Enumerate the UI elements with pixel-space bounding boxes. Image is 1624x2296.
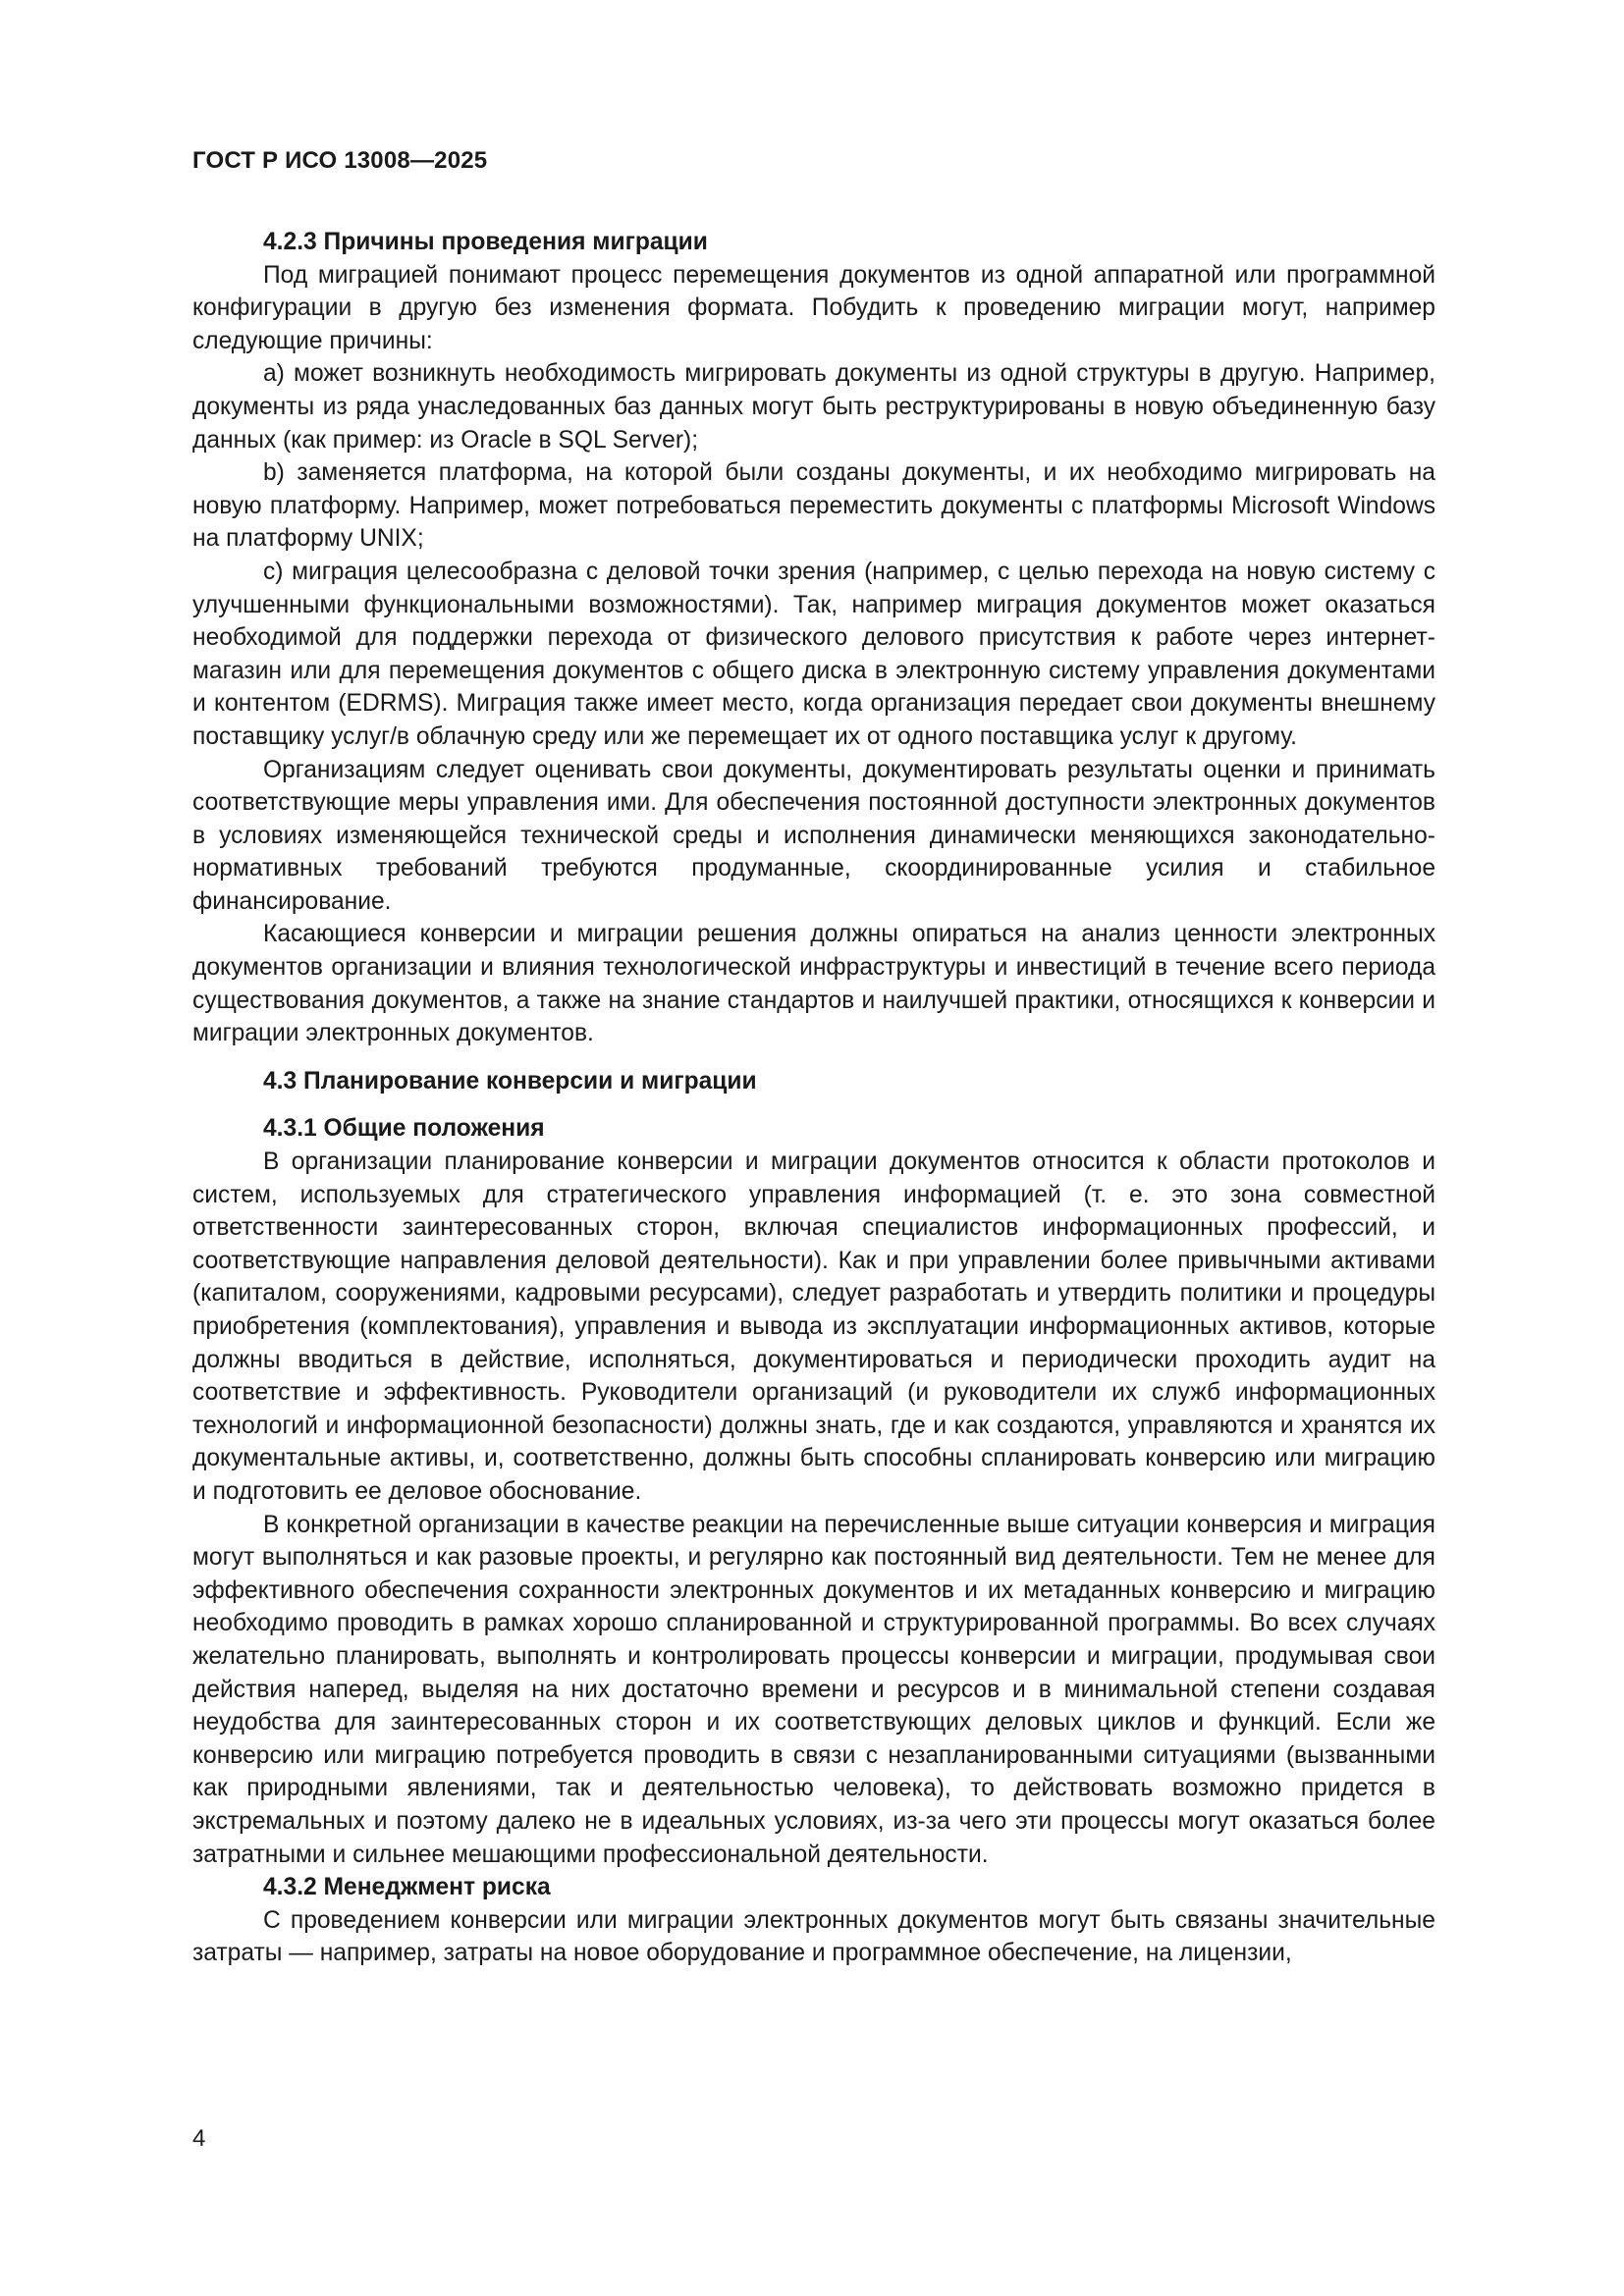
paragraph: В организации планирование конверсии и миграции документов относится к области протоколов и систем, используемых для стратегического управления информацией (т. е. это зона совместной ответственности заинтересованных сторон, включая специалистов информационных профессий, и соответствующие направления деловой деятельности). Как и при управлении более привычными активами (капиталом, сооружениями, кадровыми ресурсами), следует разработать и утвердить политики и процедуры приобретения (комплектования), управления и вывода из эксплуатации информационных активов, которые должны вводиться в действие, исполняться, документироваться и периодически проходить аудит на соответствие и эффективность. Руководители организаций (и руководители их служб информационных технологий и информационной безопасности) должны знать, где и как создаются, управляются и хранятся их документальные активы, и, соответственно, должны быть способны спланировать конверсию или миграцию и подготовить ее деловое обоснование.	[192, 1148, 1435, 1505]
section-heading-4-3-1: 4.3.1 Общие положения	[263, 1115, 545, 1143]
page-number: 4	[192, 2125, 206, 2152]
page-content	[192, 226, 1435, 1970]
paragraph: Под миграцией понимают процесс перемещения документов из одной аппаратной или программной конфигурации в другую без изменения формата. Побудить к проведению миграции могут, например следующие причины:	[192, 261, 1435, 354]
paragraph: В конкретной организации в качестве реакции на перечисленные выше ситуации конверсия и миграция могут выполняться и как разовые проекты, и регулярно как постоянный вид деятельности. Тем не менее для эффективного обеспечения сохранности электронных документов и их метаданных конверсию и миграцию необходимо проводить в рамках хорошо спланированной и структурированной программы. Во всех случаях желательно планировать, выполнять и контролировать процессы конверсии и миграции, продумывая свои действия наперед, выделяя на них достаточно времени и ресурсов и в минимальной степени создавая неудобства для заинтересованных сторон и их соответствующих деловых циклов и функций. Если же конверсию или миграцию потребуется проводить в связи с незапланированными ситуациями (вызванными как природными явлениями, так и деятельностью человека), то действовать возможно придется в экстремальных и поэтому далеко не в идеальных условиях, из-за чего эти процессы могут оказаться более затратными и сильнее мешающими профессиональной деятельности.	[192, 1511, 1435, 1868]
running-header: ГОСТ Р ИСО 13008—2025	[192, 147, 488, 174]
list-item-c: c) миграция целесообразна с деловой точки зрения (например, с целью перехода на новую систему с улучшенными функциональными возможностями). Так, например миграция документов может оказаться необходимой для поддержки перехода от физического делового присутствия к работе через интернет-магазин или для перемещения документов с общего диска в электронную систему управления документами и контентом (EDRMS). Миграция также имеет место, когда организация передает свои документы внешнему поставщику услуг/в облачную среду или же перемещает их от одного поставщика услуг к другому.	[192, 558, 1435, 750]
section-heading-4-3-2: 4.3.2 Менеджмент риска	[263, 1874, 551, 1901]
paragraph: Организациям следует оценивать свои документы, документировать результаты оценки и принимать соответствующие меры управления ими. Для обеспечения постоянной доступности электронных документов в условиях изменяющейся технической среды и исполнения динамически меняющихся законодательно-нормативных требований требуются продуманные, скоординированные усилия и стабильное финансирование.	[192, 756, 1435, 915]
section-heading-4-3: 4.3 Планирование конверсии и миграции	[263, 1067, 757, 1095]
section-heading-4-2-3: 4.2.3 Причины проведения миграции	[263, 229, 708, 255]
paragraph: Касающиеся конверсии и миграции решения должны опираться на анализ ценности электронных документов организации и влияния технологической инфраструктуры и инвестиций в течение всего периода существования документов, а также на знание стандартов и наилучшей практики, относящихся к конверсии и миграции электронных документов.	[192, 921, 1435, 1047]
list-item-b: b) заменяется платформа, на которой были созданы документы, и их необходимо мигрировать на новую платформу. Например, может потребоваться переместить документы с платформы Microsoft Windows на платформу UNIX;	[192, 459, 1435, 553]
paragraph: С проведением конверсии или миграции электронных документов могут быть связаны значительные затраты — например, затраты на новое оборудование и программное обеспечение, на лицензии,	[192, 1906, 1435, 1967]
list-item-a: a) может возникнуть необходимость мигрировать документы из одной структуры в другую. Например, документы из ряда унаследованных баз данных могут быть реструктурированы в новую объединенную базу данных (как пример: из Oracle в SQL Server);	[192, 360, 1435, 454]
